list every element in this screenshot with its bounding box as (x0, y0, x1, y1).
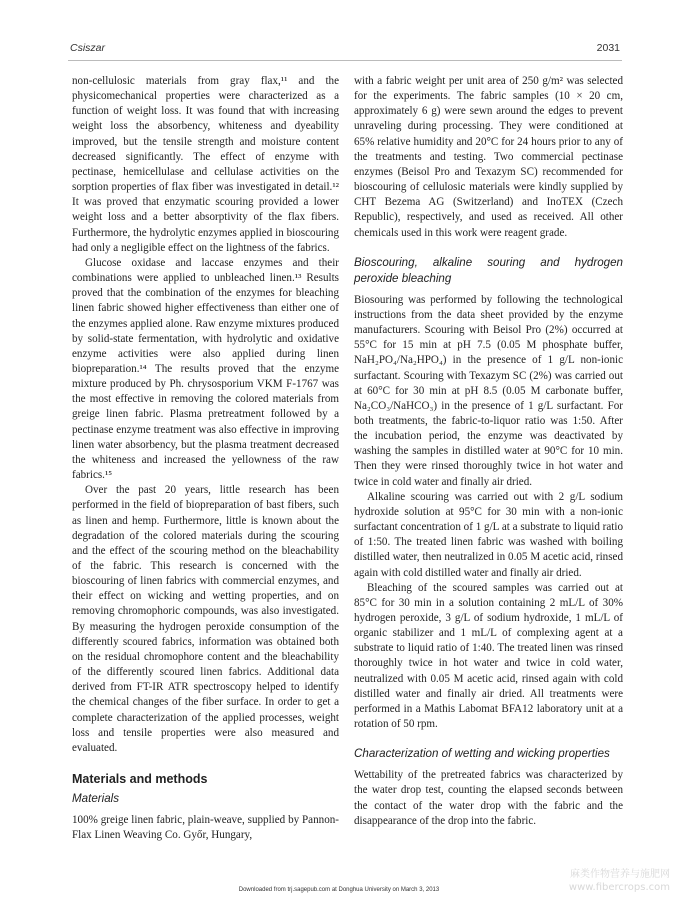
paragraph: non-cellulosic materials from gray flax,¹¹ and the physicomechanical properties were characterized as a function of weight loss. It was found that with increasing weight loss the absorbency, whiteness and dyeability improved, but the tensile strength and moisture content decreased significantly. The effect of enzyme with pectinase, hemicellulase and cellulase activities on the sorption properties of flax fiber was investigated in detail.¹² It was proved that enzymatic scouring provided a lower weight loss and a better absorptivity of the flax fibers. Furthermore, the hydrolytic enzymes applied in bioscouring had only a negligible effect on the lightness of the fabrics. (72, 75, 339, 254)
left-column (72, 74, 339, 844)
subsection-heading: Materials (72, 792, 120, 806)
paragraph: Glucose oxidase and laccase enzymes and their combinations were applied to unbleached linen.¹³ Results proved that the combination of the enzymes for bleaching linen fabric showed higher effectiveness than either one of the enzymes applied alone. Raw enzyme mixtures produced by solid-state fermentation, with hydrolytic and oxidative enzyme activities were also applied during linen biopreparation.¹⁴ The results proved that the enzyme mixture produced by Ph. chrysosporium VKM F-1767 was the most effective in removing the colored materials from greige linen fabric. Plasma pretreatment followed by a pectinase enzyme treatment was also effective in improving linen water absorbency, but the plasma treatment decreased the whiteness and increased the yellowness of the raw fabrics.¹⁵ (72, 256, 339, 482)
watermark-line: 麻类作物营养与施肥网 (570, 869, 670, 880)
running-head: Csiszar (70, 42, 106, 54)
right-column (354, 74, 623, 829)
download-footer: Downloaded from trj.sagepub.com at Donghua University on March 3, 2013 (238, 887, 440, 893)
paragraph: Bleaching of the scoured samples was carried out at 85°C for 30 min in a solution containing 2 mL/L of 30% hydrogen peroxide, 3 g/L of sodium hydroxide, 1 mL/L of organic stabilizer and 1 mL/L of complexing agent at a substrate to liquid ratio of 1:40. The treated linen was rinsed thoroughly twice in hot water and twice in cold water, neutralized with 0.05 M acetic acid, rinsed again with cold distilled water and finally air dried. All treatments were performed in a Mathis Labomat BFA12 laboratory unit at a rotation of 50 rpm. (354, 581, 623, 731)
paragraph: with a fabric weight per unit area of 250 g/m² was selected for the experiments. The fabric samples (10 × 20 cm, approximately 6 g) were sewn around the edges to prevent unraveling during processing. They were conditioned at 65% relative humidity and 20°C for 24 hours prior to any of the treatments and testing. Two commercial pectinase enzymes (Beisol Pro and Texazym SC) recommended for bioscouring of cellulosic materials were kindly supplied by CHT Bezema AG (Switzerland) and InoTEX (Czech Republic), respectively, and used as received. All other chemicals used in this work were reagent grade. (354, 75, 623, 239)
paragraph: Alkaline scouring was carried out with 2 g/L sodium hydroxide solution at 95°C for 30 min with a non-ionic surfactant concentration of 1 g/L at a substrate to liquid ratio of 1:50. The treated linen fabric was washed with boiling distilled water, then neutralized in 0.05 M acetic acid, rinsed again with cold distilled water and finally air dried. (354, 490, 623, 579)
paragraph: 100% greige linen fabric, plain-weave, supplied by Pannon-Flax Linen Weaving Co. Győr, Hungary, (72, 814, 339, 842)
page-number: 2031 (596, 42, 620, 54)
header-rule (68, 60, 622, 61)
paragraph: Biosouring was performed by following the technological instructions from the data sheet provided by the enzyme manufacturers. Scouring with Beisol Pro (2%) occurred at 55°C for 15 min at pH 7.5 (0.05 M phosphate buffer, NaH₂PO₄/Na₂HPO₄) in the presence of 1 g/L non-ionic surfactant. Scouring with Texazym SC (2%) was carried out at 60°C for 30 min at pH 8.5 (0.05 M carbonate buffer, Na₂CO₃/NaHCO₃) in the presence of 1 g/L surfactant. For both treatments, the fabric-to-liquor ratio was 1:50. After the incubation period, the enzyme was deactivated by washing the samples in distilled water at 90°C for 10 min. Then they were rinsed thoroughly twice in hot water and twice in cold water and finally air dried. (354, 293, 623, 488)
paragraph: Wettability of the pretreated fabrics was characterized by the water drop test, counting the elapsed seconds between the contact of the water drop with the fabric and the disappearance of the drop into the fabric. (354, 769, 623, 827)
paragraph: Over the past 20 years, little research has been performed in the field of biopreparation of bast fibers, such as linen and hemp. Furthermore, little is known about the degradation of the colored materials during the scouring and the effect of the scouring method on the bleachability of the fabric. This research is concerned with the bioscouring of linen fabrics with commercial enzymes, and their effect on wicking and wetting properties, and on removing chromophoric compounds, was also investigated. By measuring the hydrogen peroxide consumption of the differently scoured fabrics, information was obtained both on the residual chromophore content and the bleachability of the differently scoured linen fabrics. Additional data derived from FT-IR ATR spectroscopy helped to identify the chemical changes of the fiber surface. In order to get a complete characterization of the applied processes, weight loss and tensile properties were also measured and evaluated. (72, 484, 339, 754)
section-heading: Materials and methods (72, 772, 208, 787)
subsection-heading: Characterization of wetting and wicking properties (354, 747, 610, 761)
subsection-heading: Bioscouring, alkaline souring and hydrogen peroxide bleaching (354, 255, 623, 285)
watermark-line: www.fibercrops.com (568, 882, 670, 893)
